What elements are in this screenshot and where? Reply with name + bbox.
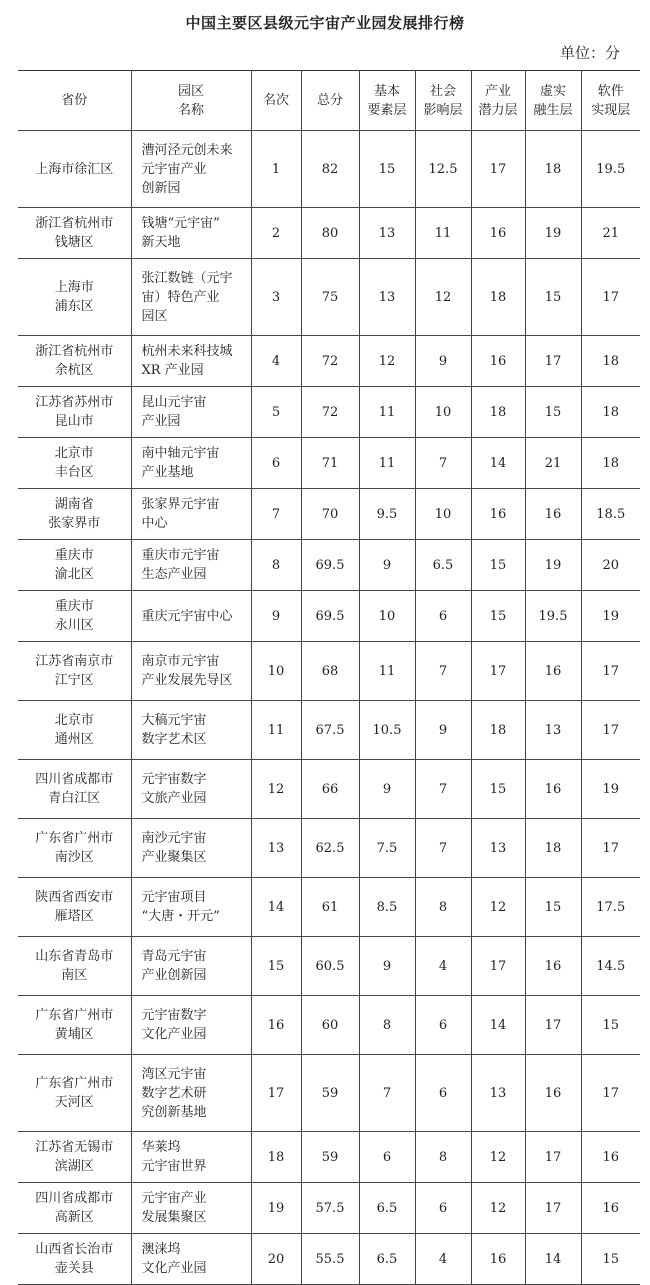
cell-virtual: 19.5: [525, 591, 581, 642]
header-park: 园区 名称: [131, 71, 251, 131]
header-software: 软件 实现层: [581, 71, 640, 131]
cell-total: 68: [301, 642, 359, 701]
table-row: [18, 1234, 640, 1285]
cell-potential: 13: [471, 819, 525, 878]
cell-virtual: 17: [525, 996, 581, 1055]
header-total: 总分: [301, 71, 359, 131]
cell-rank: 2: [251, 208, 301, 259]
cell-basic: 9: [359, 540, 415, 591]
cell-social: 6: [415, 591, 471, 642]
cell-rank: 19: [251, 1183, 301, 1234]
cell-total: 60: [301, 996, 359, 1055]
cell-province: 浙江省杭州市 余杭区: [18, 336, 131, 387]
table-body: [18, 131, 640, 1285]
cell-virtual: 17: [525, 1183, 581, 1234]
cell-software: 17.5: [581, 878, 640, 937]
table-row: [18, 208, 640, 259]
cell-potential: 14: [471, 438, 525, 489]
cell-social: 6: [415, 1183, 471, 1234]
cell-basic: 15: [359, 131, 415, 208]
cell-software: 19: [581, 591, 640, 642]
cell-province: 广东省广州市 黄埔区: [18, 996, 131, 1055]
cell-province: 山东省青岛市 南区: [18, 937, 131, 996]
cell-total: 57.5: [301, 1183, 359, 1234]
cell-province: 浙江省杭州市 钱塘区: [18, 208, 131, 259]
ranking-table: [18, 70, 640, 1285]
cell-province: 江苏省无锡市 滨湖区: [18, 1132, 131, 1183]
cell-basic: 7: [359, 1055, 415, 1132]
table-row: [18, 336, 640, 387]
cell-basic: 8.5: [359, 878, 415, 937]
cell-basic: 9.5: [359, 489, 415, 540]
table-row: [18, 937, 640, 996]
cell-total: 82: [301, 131, 359, 208]
cell-social: 6: [415, 996, 471, 1055]
cell-social: 12.5: [415, 131, 471, 208]
cell-park: 湾区元宇宙 数字艺术研 究创新基地: [131, 1055, 251, 1132]
cell-park: 澳涞坞 文化产业园: [131, 1234, 251, 1285]
header-rank: 名次: [251, 71, 301, 131]
cell-basic: 11: [359, 387, 415, 438]
cell-total: 71: [301, 438, 359, 489]
cell-province: 广东省广州市 南沙区: [18, 819, 131, 878]
table-row: [18, 760, 640, 819]
table-row: [18, 489, 640, 540]
cell-virtual: 15: [525, 259, 581, 336]
table-row: [18, 642, 640, 701]
cell-park: 张家界元宇宙 中心: [131, 489, 251, 540]
cell-potential: 12: [471, 1183, 525, 1234]
cell-park: 南沙元宇宙 产业聚集区: [131, 819, 251, 878]
cell-social: 6.5: [415, 540, 471, 591]
cell-virtual: 19: [525, 208, 581, 259]
cell-province: 四川省成都市 青白江区: [18, 760, 131, 819]
header-potential: 产业 潜力层: [471, 71, 525, 131]
cell-software: 17: [581, 1055, 640, 1132]
cell-potential: 15: [471, 760, 525, 819]
cell-virtual: 15: [525, 387, 581, 438]
cell-virtual: 16: [525, 642, 581, 701]
cell-rank: 1: [251, 131, 301, 208]
cell-rank: 3: [251, 259, 301, 336]
cell-social: 7: [415, 438, 471, 489]
cell-park: 杭州未来科技城 XR 产业园: [131, 336, 251, 387]
cell-rank: 11: [251, 701, 301, 760]
cell-software: 20: [581, 540, 640, 591]
cell-park: 重庆元宇宙中心: [131, 591, 251, 642]
cell-software: 15: [581, 996, 640, 1055]
cell-rank: 20: [251, 1234, 301, 1285]
cell-basic: 7.5: [359, 819, 415, 878]
cell-park: 重庆市元宇宙 生态产业园: [131, 540, 251, 591]
cell-rank: 18: [251, 1132, 301, 1183]
cell-software: 15: [581, 1234, 640, 1285]
cell-park: 青岛元宇宙 产业创新园: [131, 937, 251, 996]
cell-social: 9: [415, 336, 471, 387]
cell-park: 元宇宙产业 发展集聚区: [131, 1183, 251, 1234]
cell-total: 69.5: [301, 591, 359, 642]
cell-software: 18: [581, 336, 640, 387]
cell-province: 四川省成都市 高新区: [18, 1183, 131, 1234]
cell-potential: 16: [471, 208, 525, 259]
cell-total: 70: [301, 489, 359, 540]
cell-potential: 17: [471, 642, 525, 701]
cell-basic: 13: [359, 208, 415, 259]
cell-total: 80: [301, 208, 359, 259]
cell-total: 60.5: [301, 937, 359, 996]
cell-virtual: 13: [525, 701, 581, 760]
table-row: [18, 701, 640, 760]
cell-social: 6: [415, 1055, 471, 1132]
cell-potential: 16: [471, 1234, 525, 1285]
cell-potential: 18: [471, 259, 525, 336]
unit-label: 单位：分: [559, 44, 620, 62]
cell-software: 16: [581, 1132, 640, 1183]
cell-province: 上海市 浦东区: [18, 259, 131, 336]
cell-social: 7: [415, 642, 471, 701]
cell-province: 湖南省 张家界市: [18, 489, 131, 540]
cell-total: 66: [301, 760, 359, 819]
cell-rank: 16: [251, 996, 301, 1055]
cell-rank: 17: [251, 1055, 301, 1132]
cell-total: 75: [301, 259, 359, 336]
cell-park: 钱塘“元宇宙” 新天地: [131, 208, 251, 259]
cell-virtual: 21: [525, 438, 581, 489]
cell-software: 14.5: [581, 937, 640, 996]
cell-software: 19: [581, 760, 640, 819]
cell-rank: 9: [251, 591, 301, 642]
cell-social: 4: [415, 937, 471, 996]
cell-rank: 7: [251, 489, 301, 540]
cell-potential: 16: [471, 489, 525, 540]
cell-social: 10: [415, 387, 471, 438]
table-row: [18, 1055, 640, 1132]
cell-virtual: 16: [525, 760, 581, 819]
cell-basic: 6: [359, 1132, 415, 1183]
cell-software: 16: [581, 1183, 640, 1234]
cell-virtual: 16: [525, 1055, 581, 1132]
cell-basic: 9: [359, 937, 415, 996]
cell-province: 北京市 丰台区: [18, 438, 131, 489]
cell-potential: 15: [471, 591, 525, 642]
page-title: 中国主要区县级元宇宙产业园发展排行榜: [185, 14, 465, 32]
cell-total: 69.5: [301, 540, 359, 591]
cell-potential: 18: [471, 701, 525, 760]
cell-social: 12: [415, 259, 471, 336]
cell-virtual: 14: [525, 1234, 581, 1285]
cell-social: 4: [415, 1234, 471, 1285]
cell-park: 元宇宙数字 文化产业园: [131, 996, 251, 1055]
cell-virtual: 16: [525, 489, 581, 540]
cell-total: 55.5: [301, 1234, 359, 1285]
cell-park: 南中轴元宇宙 产业基地: [131, 438, 251, 489]
cell-rank: 12: [251, 760, 301, 819]
cell-total: 61: [301, 878, 359, 937]
cell-software: 17: [581, 642, 640, 701]
cell-basic: 11: [359, 438, 415, 489]
cell-province: 重庆市 永川区: [18, 591, 131, 642]
cell-park: 大稿元宇宙 数字艺术区: [131, 701, 251, 760]
table-row: [18, 878, 640, 937]
cell-province: 上海市徐汇区: [18, 131, 131, 208]
cell-park: 南京市元宇宙 产业发展先导区: [131, 642, 251, 701]
table-row: [18, 131, 640, 208]
cell-province: 重庆市 渝北区: [18, 540, 131, 591]
table-row: [18, 996, 640, 1055]
cell-virtual: 17: [525, 336, 581, 387]
cell-social: 8: [415, 1132, 471, 1183]
cell-province: 山西省长治市 壶关县: [18, 1234, 131, 1285]
cell-potential: 17: [471, 131, 525, 208]
cell-potential: 16: [471, 336, 525, 387]
cell-virtual: 15: [525, 878, 581, 937]
cell-total: 59: [301, 1055, 359, 1132]
cell-basic: 9: [359, 760, 415, 819]
header-virtual: 虚实 融生层: [525, 71, 581, 131]
cell-province: 北京市 通州区: [18, 701, 131, 760]
header-social: 社会 影响层: [415, 71, 471, 131]
cell-total: 62.5: [301, 819, 359, 878]
cell-virtual: 16: [525, 937, 581, 996]
cell-virtual: 18: [525, 131, 581, 208]
table-row: [18, 540, 640, 591]
table-row: [18, 591, 640, 642]
cell-total: 59: [301, 1132, 359, 1183]
cell-basic: 13: [359, 259, 415, 336]
cell-park: 元宇宙数字 文旅产业园: [131, 760, 251, 819]
cell-potential: 14: [471, 996, 525, 1055]
cell-basic: 8: [359, 996, 415, 1055]
cell-province: 陕西省西安市 雁塔区: [18, 878, 131, 937]
cell-virtual: 17: [525, 1132, 581, 1183]
table-row: [18, 1132, 640, 1183]
cell-province: 江苏省南京市 江宁区: [18, 642, 131, 701]
cell-rank: 10: [251, 642, 301, 701]
table-row: [18, 259, 640, 336]
cell-social: 8: [415, 878, 471, 937]
cell-potential: 18: [471, 387, 525, 438]
cell-park: 张江数链（元宇 宙）特色产业 园区: [131, 259, 251, 336]
cell-park: 昆山元宇宙 产业园: [131, 387, 251, 438]
cell-park: 漕河泾元创未来 元宇宙产业 创新园: [131, 131, 251, 208]
cell-potential: 12: [471, 1132, 525, 1183]
cell-potential: 13: [471, 1055, 525, 1132]
table-row: [18, 1183, 640, 1234]
cell-rank: 5: [251, 387, 301, 438]
cell-social: 11: [415, 208, 471, 259]
cell-basic: 10.5: [359, 701, 415, 760]
cell-software: 21: [581, 208, 640, 259]
cell-social: 7: [415, 819, 471, 878]
cell-potential: 17: [471, 937, 525, 996]
cell-potential: 15: [471, 540, 525, 591]
cell-basic: 11: [359, 642, 415, 701]
cell-rank: 8: [251, 540, 301, 591]
cell-rank: 13: [251, 819, 301, 878]
cell-park: 元宇宙项目 “大唐・开元”: [131, 878, 251, 937]
cell-virtual: 18: [525, 819, 581, 878]
cell-total: 72: [301, 336, 359, 387]
cell-rank: 6: [251, 438, 301, 489]
cell-park: 华莱坞 元宇宙世界: [131, 1132, 251, 1183]
cell-rank: 15: [251, 937, 301, 996]
cell-rank: 14: [251, 878, 301, 937]
cell-basic: 12: [359, 336, 415, 387]
table-row: [18, 387, 640, 438]
cell-social: 10: [415, 489, 471, 540]
table-row: [18, 438, 640, 489]
cell-total: 67.5: [301, 701, 359, 760]
cell-basic: 10: [359, 591, 415, 642]
cell-software: 17: [581, 819, 640, 878]
cell-basic: 6.5: [359, 1234, 415, 1285]
cell-basic: 6.5: [359, 1183, 415, 1234]
cell-total: 72: [301, 387, 359, 438]
table-row: [18, 819, 640, 878]
cell-software: 17: [581, 701, 640, 760]
cell-software: 18.5: [581, 489, 640, 540]
cell-virtual: 19: [525, 540, 581, 591]
cell-software: 18: [581, 387, 640, 438]
cell-software: 17: [581, 259, 640, 336]
cell-province: 广东省广州市 天河区: [18, 1055, 131, 1132]
header-basic: 基本 要素层: [359, 71, 415, 131]
cell-social: 7: [415, 760, 471, 819]
cell-province: 江苏省苏州市 昆山市: [18, 387, 131, 438]
table-header-row: [18, 71, 640, 131]
header-province: 省份: [18, 71, 131, 131]
cell-software: 19.5: [581, 131, 640, 208]
cell-social: 9: [415, 701, 471, 760]
cell-rank: 4: [251, 336, 301, 387]
cell-potential: 12: [471, 878, 525, 937]
cell-software: 18: [581, 438, 640, 489]
